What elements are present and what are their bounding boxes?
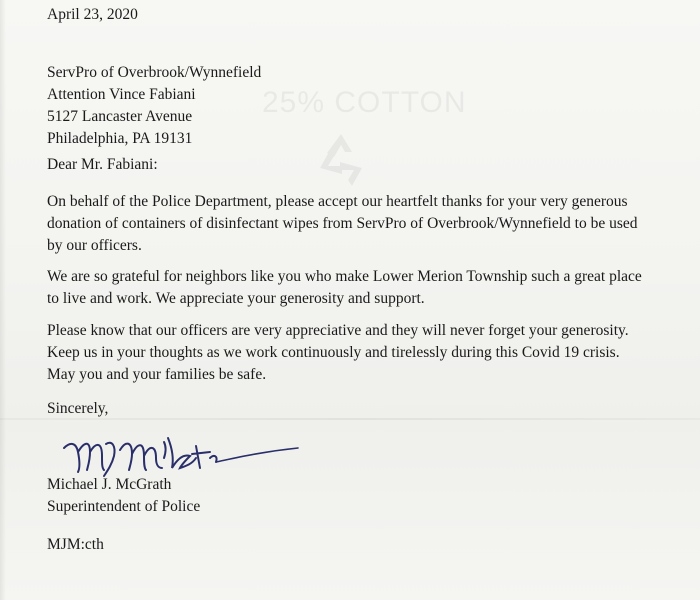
- paragraph-line: donation of containers of disinfectant wipes from ServPro of Overbrook/Wynnefield to be used: [47, 215, 638, 232]
- paper-edge-shadow: [0, 0, 6, 600]
- recipient-address: [47, 62, 261, 150]
- paragraph-line: to live and work. We appreciate your generosity and support.: [47, 290, 425, 307]
- signer-block: [47, 474, 200, 518]
- closing: Sincerely,: [47, 400, 109, 417]
- paragraph-line: On behalf of the Police Department, please accept our heartfelt thanks for your very generous: [47, 193, 628, 210]
- handwritten-signature: [60, 428, 300, 480]
- recipient-attention: Attention Vince Fabiani: [47, 86, 196, 103]
- recipient-city: Philadelphia, PA 19131: [47, 130, 193, 147]
- paragraph-thanks: [47, 191, 638, 257]
- paragraph-line: by our officers.: [47, 237, 142, 254]
- paper-watermark: 25% COTTON: [262, 86, 467, 119]
- salutation: Dear Mr. Fabiani:: [47, 156, 158, 173]
- signer-title: Superintendent of Police: [47, 498, 201, 515]
- paragraph-line: Keep us in your thoughts as we work continuously and tirelessly during this Covid 19 crisis.: [47, 344, 620, 361]
- signer-name: Michael J. McGrath: [47, 476, 172, 493]
- letter-date: April 23, 2020: [47, 6, 138, 23]
- recycle-icon: [310, 128, 372, 190]
- recipient-company: ServPro of Overbrook/Wynnefield: [47, 64, 262, 81]
- paragraph-appreciation: [47, 320, 629, 386]
- reference-initials: MJM:cth: [47, 536, 104, 553]
- paragraph-gratitude: [47, 266, 642, 310]
- paragraph-line: Please know that our officers are very appreciative and they will never forget your generosity.: [47, 322, 629, 339]
- paragraph-line: We are so grateful for neighbors like you who make Lower Merion Township such a great place: [47, 268, 642, 285]
- paragraph-line: May you and your families be safe.: [47, 366, 267, 383]
- recipient-street: 5127 Lancaster Avenue: [47, 108, 193, 125]
